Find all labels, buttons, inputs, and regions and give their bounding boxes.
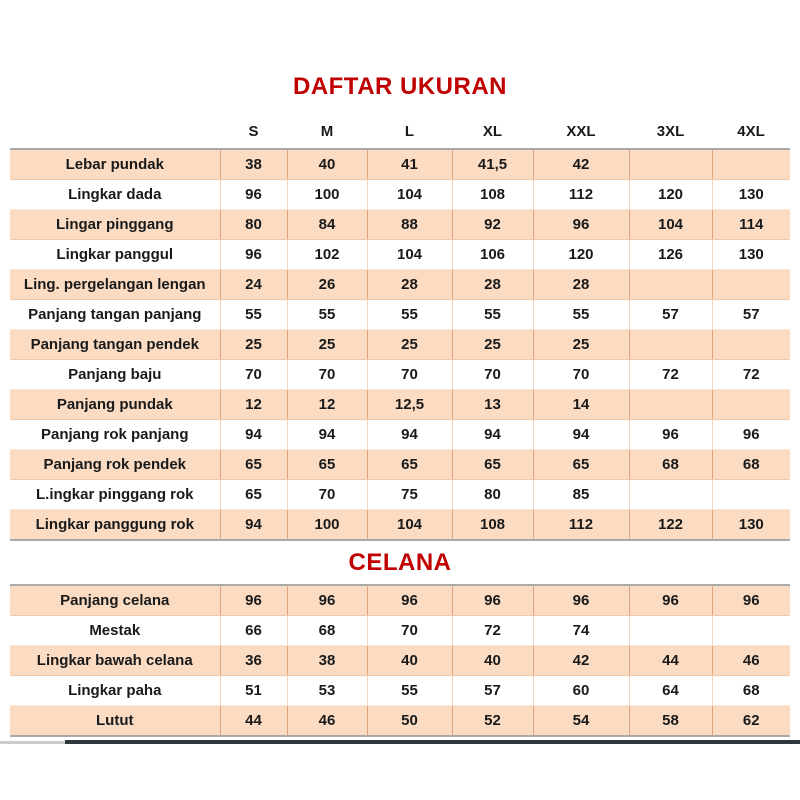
size-value-cell: 70: [367, 360, 452, 390]
size-value-cell: 130: [712, 180, 790, 210]
row-label: L.ingkar pinggang rok: [10, 480, 220, 510]
size-value-cell: 96: [629, 420, 712, 450]
size-value-cell: [629, 270, 712, 300]
size-value-cell: 84: [287, 210, 367, 240]
size-value-cell: 51: [220, 675, 287, 705]
size-value-cell: 42: [533, 645, 629, 675]
size-value-cell: 40: [452, 645, 533, 675]
size-value-cell: 12: [220, 390, 287, 420]
size-value-cell: 54: [533, 705, 629, 736]
size-value-cell: [712, 149, 790, 180]
column-header-l: L: [367, 104, 452, 149]
size-value-cell: 60: [533, 675, 629, 705]
table-row: [10, 645, 790, 675]
size-value-cell: 100: [287, 180, 367, 210]
size-value-cell: 80: [220, 210, 287, 240]
table-row: [10, 585, 790, 616]
size-value-cell: 12,5: [367, 390, 452, 420]
size-value-cell: 106: [452, 240, 533, 270]
size-value-cell: 42: [533, 149, 629, 180]
size-value-cell: 96: [533, 585, 629, 616]
row-label: Panjang rok pendek: [10, 450, 220, 480]
size-value-cell: 72: [452, 615, 533, 645]
size-value-cell: 57: [629, 300, 712, 330]
size-value-cell: [712, 270, 790, 300]
size-value-cell: 65: [533, 450, 629, 480]
size-value-cell: 104: [629, 210, 712, 240]
size-value-cell: 40: [367, 645, 452, 675]
size-value-cell: 120: [533, 240, 629, 270]
size-value-cell: 70: [287, 480, 367, 510]
size-value-cell: 24: [220, 270, 287, 300]
size-value-cell: 44: [220, 705, 287, 736]
row-label: Lutut: [10, 705, 220, 736]
size-value-cell: 65: [220, 480, 287, 510]
size-value-cell: 55: [367, 675, 452, 705]
size-value-cell: 64: [629, 675, 712, 705]
size-value-cell: 68: [629, 450, 712, 480]
row-label: Mestak: [10, 615, 220, 645]
table-row: [10, 675, 790, 705]
table-row: [10, 510, 790, 541]
size-value-cell: 65: [367, 450, 452, 480]
row-label: Lingar pinggang: [10, 210, 220, 240]
size-value-cell: 104: [367, 240, 452, 270]
ukuran-table: [10, 104, 790, 541]
size-value-cell: 108: [452, 180, 533, 210]
size-value-cell: 112: [533, 510, 629, 541]
measurement-label-column-header: [10, 104, 220, 149]
size-value-cell: 72: [712, 360, 790, 390]
size-value-cell: 96: [629, 585, 712, 616]
column-header-4xl: 4XL: [712, 104, 790, 149]
size-value-cell: 25: [220, 330, 287, 360]
size-value-cell: 28: [452, 270, 533, 300]
size-value-cell: [629, 330, 712, 360]
size-value-cell: [629, 480, 712, 510]
size-value-cell: 130: [712, 240, 790, 270]
size-value-cell: 94: [220, 420, 287, 450]
column-header-3xl: 3XL: [629, 104, 712, 149]
size-value-cell: 26: [287, 270, 367, 300]
row-label: Lingkar dada: [10, 180, 220, 210]
column-header-xxl: XXL: [533, 104, 629, 149]
size-value-cell: 72: [629, 360, 712, 390]
size-value-cell: 70: [220, 360, 287, 390]
size-value-cell: 55: [220, 300, 287, 330]
row-label: Panjang tangan panjang: [10, 300, 220, 330]
size-value-cell: 70: [452, 360, 533, 390]
size-value-cell: 104: [367, 180, 452, 210]
table-row: [10, 615, 790, 645]
size-value-cell: 55: [533, 300, 629, 330]
size-value-cell: 68: [712, 450, 790, 480]
row-label: Lingkar panggul: [10, 240, 220, 270]
size-value-cell: 12: [287, 390, 367, 420]
size-value-cell: 28: [367, 270, 452, 300]
table-row: [10, 420, 790, 450]
size-value-cell: 75: [367, 480, 452, 510]
size-value-cell: [712, 330, 790, 360]
table-row: [10, 705, 790, 736]
size-value-cell: 14: [533, 390, 629, 420]
size-value-cell: 40: [287, 149, 367, 180]
size-value-cell: 44: [629, 645, 712, 675]
size-value-cell: 96: [220, 585, 287, 616]
size-value-cell: 58: [629, 705, 712, 736]
row-label: Lingkar bawah celana: [10, 645, 220, 675]
size-value-cell: 94: [287, 420, 367, 450]
table-row: [10, 210, 790, 240]
size-value-cell: 96: [533, 210, 629, 240]
size-value-cell: 112: [533, 180, 629, 210]
size-value-cell: 25: [533, 330, 629, 360]
size-value-cell: 70: [533, 360, 629, 390]
size-value-cell: 52: [452, 705, 533, 736]
size-value-cell: 70: [287, 360, 367, 390]
table-row: [10, 330, 790, 360]
size-value-cell: 108: [452, 510, 533, 541]
row-label: Panjang celana: [10, 585, 220, 616]
size-value-cell: 25: [452, 330, 533, 360]
size-value-cell: 94: [220, 510, 287, 541]
row-label: Panjang pundak: [10, 390, 220, 420]
size-value-cell: [629, 615, 712, 645]
table-row: [10, 180, 790, 210]
size-value-cell: 100: [287, 510, 367, 541]
size-value-cell: 96: [367, 585, 452, 616]
size-value-cell: 96: [712, 585, 790, 616]
size-value-cell: 70: [367, 615, 452, 645]
page-title: DAFTAR UKURAN: [292, 73, 508, 100]
table-row: [10, 450, 790, 480]
size-value-cell: 94: [533, 420, 629, 450]
progress-bar: [0, 740, 800, 745]
row-label: Panjang baju: [10, 360, 220, 390]
size-value-cell: [712, 615, 790, 645]
column-header-m: M: [287, 104, 367, 149]
size-value-cell: 13: [452, 390, 533, 420]
row-label: Lingkar panggung rok: [10, 510, 220, 541]
size-value-cell: 126: [629, 240, 712, 270]
size-value-cell: 36: [220, 645, 287, 675]
size-value-cell: 55: [452, 300, 533, 330]
size-value-cell: 41,5: [452, 149, 533, 180]
size-value-cell: 96: [220, 180, 287, 210]
size-value-cell: 80: [452, 480, 533, 510]
size-value-cell: 94: [367, 420, 452, 450]
size-value-cell: 66: [220, 615, 287, 645]
size-value-cell: 85: [533, 480, 629, 510]
size-value-cell: 65: [452, 450, 533, 480]
size-value-cell: 50: [367, 705, 452, 736]
size-value-cell: 68: [287, 615, 367, 645]
size-value-cell: [712, 390, 790, 420]
table-row: [10, 270, 790, 300]
size-value-cell: 96: [287, 585, 367, 616]
size-value-cell: 94: [452, 420, 533, 450]
size-value-cell: 46: [712, 645, 790, 675]
size-value-cell: 96: [220, 240, 287, 270]
size-value-cell: 120: [629, 180, 712, 210]
size-value-cell: 122: [629, 510, 712, 541]
size-value-cell: 41: [367, 149, 452, 180]
column-header-s: S: [220, 104, 287, 149]
table-row: [10, 240, 790, 270]
size-value-cell: 65: [220, 450, 287, 480]
size-value-cell: 25: [287, 330, 367, 360]
size-value-cell: 57: [712, 300, 790, 330]
size-value-cell: 53: [287, 675, 367, 705]
size-value-cell: 88: [367, 210, 452, 240]
size-value-cell: 55: [367, 300, 452, 330]
row-label: Panjang tangan pendek: [10, 330, 220, 360]
size-value-cell: 28: [533, 270, 629, 300]
table-row: [10, 360, 790, 390]
size-value-cell: 62: [712, 705, 790, 736]
size-value-cell: 96: [452, 585, 533, 616]
row-label: Panjang rok panjang: [10, 420, 220, 450]
size-value-cell: 38: [287, 645, 367, 675]
table-row: [10, 390, 790, 420]
size-header-row: [10, 104, 790, 149]
size-value-cell: 114: [712, 210, 790, 240]
table-row: [10, 149, 790, 180]
row-label: Ling. pergelangan lengan: [10, 270, 220, 300]
size-value-cell: [629, 390, 712, 420]
celana-section-title: CELANA: [348, 549, 452, 577]
size-value-cell: 38: [220, 149, 287, 180]
size-value-cell: [712, 480, 790, 510]
size-value-cell: 46: [287, 705, 367, 736]
size-value-cell: 102: [287, 240, 367, 270]
row-label: Lingkar paha: [10, 675, 220, 705]
size-value-cell: 130: [712, 510, 790, 541]
size-value-cell: 74: [533, 615, 629, 645]
size-value-cell: 55: [287, 300, 367, 330]
size-value-cell: 68: [712, 675, 790, 705]
size-value-cell: 57: [452, 675, 533, 705]
size-value-cell: 104: [367, 510, 452, 541]
row-label: Lebar pundak: [10, 149, 220, 180]
size-value-cell: 96: [712, 420, 790, 450]
celana-table: [10, 584, 790, 737]
size-value-cell: 65: [287, 450, 367, 480]
size-value-cell: 25: [367, 330, 452, 360]
progress-bar-fill: [65, 740, 800, 744]
column-header-xl: XL: [452, 104, 533, 149]
size-value-cell: 92: [452, 210, 533, 240]
size-value-cell: [629, 149, 712, 180]
table-row: [10, 300, 790, 330]
table-row: [10, 480, 790, 510]
